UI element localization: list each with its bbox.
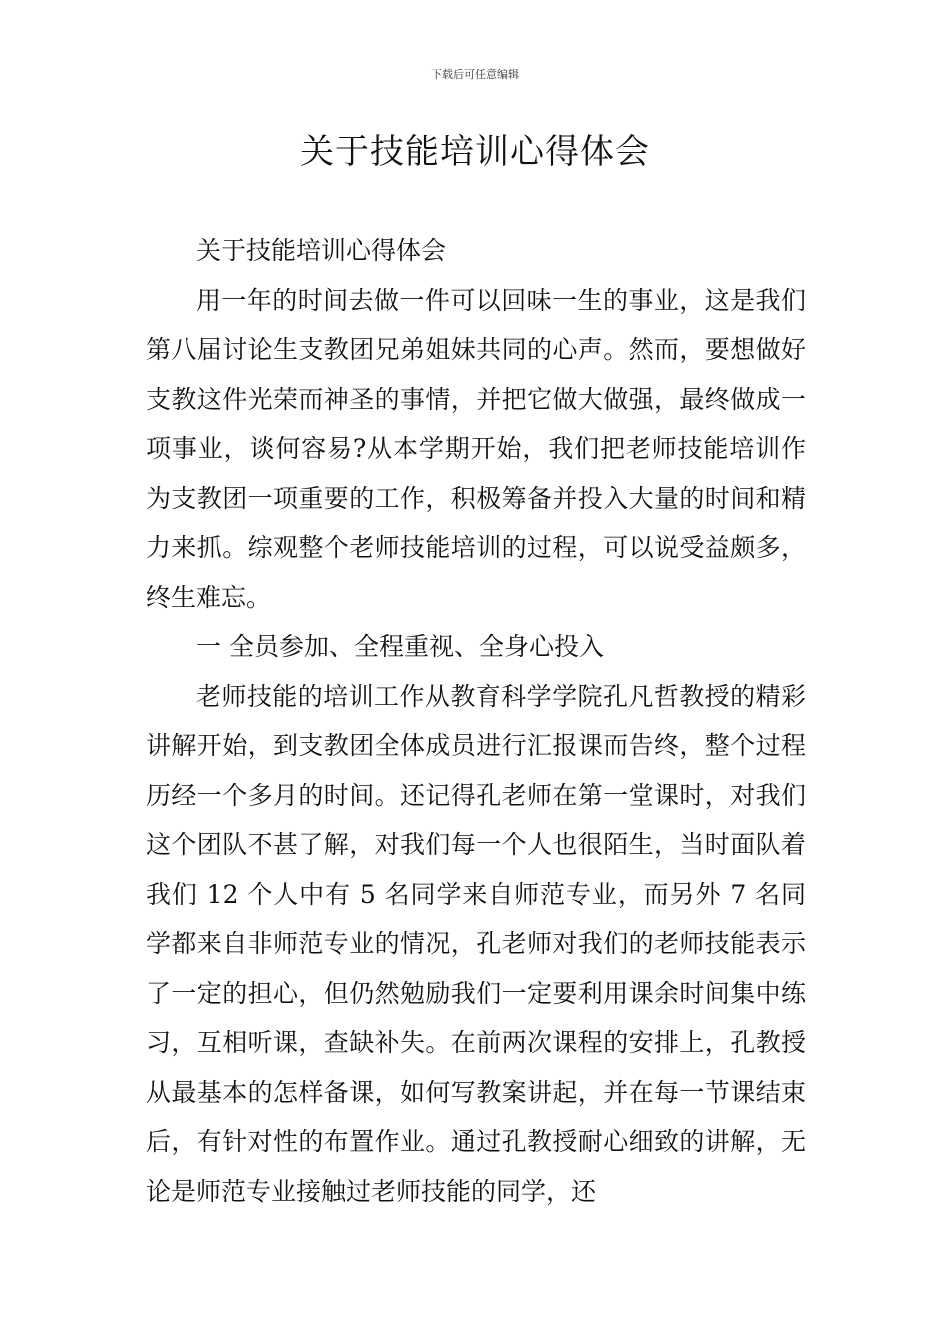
document-title: 关于技能培训心得体会 [300, 132, 650, 172]
paragraph-body: 老师技能的培训工作从教育科学学院孔凡哲教授的精彩讲解开始，到支教团全体成员进行汇报课而告终，整个过程历经一个多月的时间。还记得孔老师在第一堂课时，对我们这个团队不甚了解，对我们每一个人也很陌生，当时面队着我们 12 个人中有 5 名同学来自师范专业，而另外 7 名同学都来自非师范专业的情况，孔老师对我们的老师技能表示了一定的担心，但仍然勉励我们一定要利用课余时间集中练习，互相听课，查缺补失。在前两次课程的安排上，孔教授从最基本的怎样备课，如何写教案讲起，并在每一节课结束后，有针对性的布置作业。通过孔教授耐心细致的讲解，无论是师范专业接触过老师技能的同学，还 [146, 681, 806, 1206]
paragraph-subtitle: 关于技能培训心得体会 [196, 236, 447, 265]
document-body [146, 226, 806, 1216]
section-heading: 一 全员参加、全程重视、全身心投入 [196, 632, 604, 661]
paragraph-intro: 用一年的时间去做一件可以回味一生的事业，这是我们第八届讨论生支教团兄弟姐妹共同的心声。然而，要想做好支教这件光荣而神圣的事情，并把它做大做强，最终做成一项事业，谈何容易?从本学期开始，我们把老师技能培训作为支教团一项重要的工作，积极筹备并投入大量的时间和精力来抓。综观整个老师技能培训的过程，可以说受益颇多，终生难忘。 [146, 285, 806, 612]
header-note: 下载后可任意编辑 [431, 68, 519, 81]
